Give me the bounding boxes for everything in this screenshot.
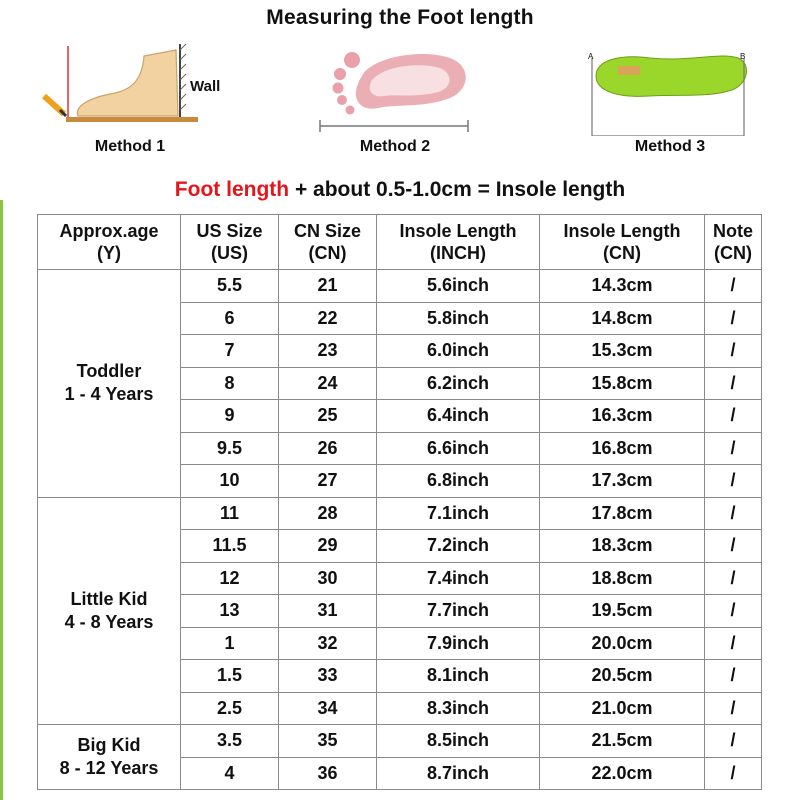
insole-inch-cell: 8.1inch	[377, 660, 540, 693]
note-cell: /	[705, 562, 762, 595]
header-note: Note (CN)	[705, 215, 762, 270]
us-size-cell: 3.5	[181, 725, 279, 758]
insole-cm-cell: 14.8cm	[540, 302, 705, 335]
us-size-cell: 7	[181, 335, 279, 368]
method-1-panel	[30, 36, 230, 164]
table-row	[38, 725, 762, 758]
insole-inch-cell: 7.1inch	[377, 497, 540, 530]
method-1-label: Method 1	[94, 138, 166, 155]
table-row	[38, 497, 762, 530]
insole-cm-cell: 22.0cm	[540, 757, 705, 790]
us-size-cell: 8	[181, 367, 279, 400]
us-size-cell: 10	[181, 465, 279, 498]
insole-inch-cell: 8.7inch	[377, 757, 540, 790]
insole-cm-cell: 16.8cm	[540, 432, 705, 465]
cn-size-cell: 36	[279, 757, 377, 790]
us-size-cell: 1.5	[181, 660, 279, 693]
insole-cm-cell: 15.8cm	[540, 367, 705, 400]
insole-inch-cell: 8.3inch	[377, 692, 540, 725]
insole-cm-cell: 18.8cm	[540, 562, 705, 595]
insole-inch-cell: 6.0inch	[377, 335, 540, 368]
green-edge-strip	[0, 200, 3, 800]
us-size-cell: 9	[181, 400, 279, 433]
us-size-cell: 1	[181, 627, 279, 660]
note-cell: /	[705, 465, 762, 498]
us-size-cell: 6	[181, 302, 279, 335]
note-cell: /	[705, 627, 762, 660]
us-size-cell: 2.5	[181, 692, 279, 725]
insole-inch-cell: 6.8inch	[377, 465, 540, 498]
insole-inch-cell: 5.6inch	[377, 270, 540, 303]
us-size-cell: 11.5	[181, 530, 279, 563]
size-chart-table	[37, 214, 762, 790]
us-size-cell: 13	[181, 595, 279, 628]
note-cell: /	[705, 530, 762, 563]
cn-size-cell: 22	[279, 302, 377, 335]
cn-size-cell: 31	[279, 595, 377, 628]
insole-inch-cell: 6.2inch	[377, 367, 540, 400]
age-group-cell: Little Kid 4 - 8 Years	[38, 497, 181, 725]
insole-cm-cell: 19.5cm	[540, 595, 705, 628]
cn-size-cell: 21	[279, 270, 377, 303]
cn-size-cell: 34	[279, 692, 377, 725]
end-b-label: B	[740, 52, 746, 61]
formula-rest: + about 0.5-1.0cm = Insole length	[289, 178, 626, 201]
insole-inch-cell: 6.6inch	[377, 432, 540, 465]
us-size-cell: 11	[181, 497, 279, 530]
header-cn-size: CN Size (CN)	[279, 215, 377, 270]
header-insole-cm: Insole Length (CN)	[540, 215, 705, 270]
method-2-label: Method 2	[359, 138, 431, 155]
note-cell: /	[705, 660, 762, 693]
insole-inch-cell: 7.9inch	[377, 627, 540, 660]
insole-inch-cell: 7.2inch	[377, 530, 540, 563]
method-3-panel	[580, 36, 760, 164]
insole-cm-cell: 18.3cm	[540, 530, 705, 563]
table-header-row	[38, 215, 762, 270]
insole-cm-cell: 16.3cm	[540, 400, 705, 433]
header-approx-age: Approx.age (Y)	[38, 215, 181, 270]
insole-inch-cell: 7.7inch	[377, 595, 540, 628]
formula-foot-length: Foot length	[174, 178, 290, 201]
insole-cm-cell: 20.5cm	[540, 660, 705, 693]
header-us-size: US Size (US)	[181, 215, 279, 270]
page-title: Measuring the Foot length	[266, 6, 534, 29]
us-size-cell: 9.5	[181, 432, 279, 465]
insole-inch-cell: 7.4inch	[377, 562, 540, 595]
note-cell: /	[705, 335, 762, 368]
insole-inch-cell: 8.5inch	[377, 725, 540, 758]
insole-cm-cell: 17.3cm	[540, 465, 705, 498]
age-group-cell: Big Kid 8 - 12 Years	[38, 725, 181, 790]
cn-size-cell: 35	[279, 725, 377, 758]
cn-size-cell: 24	[279, 367, 377, 400]
insole-measure-illustration	[580, 36, 760, 136]
cn-size-cell: 23	[279, 335, 377, 368]
note-cell: /	[705, 432, 762, 465]
insole-cm-cell: 14.3cm	[540, 270, 705, 303]
note-cell: /	[705, 367, 762, 400]
us-size-cell: 12	[181, 562, 279, 595]
insole-cm-cell: 20.0cm	[540, 627, 705, 660]
insole-formula	[0, 178, 800, 202]
note-cell: /	[705, 497, 762, 530]
cn-size-cell: 30	[279, 562, 377, 595]
insole-cm-cell: 15.3cm	[540, 335, 705, 368]
method-3-label: Method 3	[634, 138, 706, 155]
header-insole-inch: Insole Length (INCH)	[377, 215, 540, 270]
cn-size-cell: 28	[279, 497, 377, 530]
note-cell: /	[705, 302, 762, 335]
note-cell: /	[705, 595, 762, 628]
wall-label: Wall	[190, 78, 221, 95]
note-cell: /	[705, 270, 762, 303]
insole-inch-cell: 6.4inch	[377, 400, 540, 433]
insole-cm-cell: 17.8cm	[540, 497, 705, 530]
cn-size-cell: 29	[279, 530, 377, 563]
insole-cm-cell: 21.5cm	[540, 725, 705, 758]
footprint-illustration	[300, 36, 490, 136]
end-a-label: A	[588, 52, 594, 61]
cn-size-cell: 27	[279, 465, 377, 498]
cn-size-cell: 32	[279, 627, 377, 660]
insole-inch-cell: 5.8inch	[377, 302, 540, 335]
cn-size-cell: 25	[279, 400, 377, 433]
note-cell: /	[705, 725, 762, 758]
note-cell: /	[705, 757, 762, 790]
insole-cm-cell: 21.0cm	[540, 692, 705, 725]
cn-size-cell: 26	[279, 432, 377, 465]
us-size-cell: 4	[181, 757, 279, 790]
us-size-cell: 5.5	[181, 270, 279, 303]
cn-size-cell: 33	[279, 660, 377, 693]
table-row	[38, 270, 762, 303]
note-cell: /	[705, 400, 762, 433]
note-cell: /	[705, 692, 762, 725]
method-2-panel	[300, 36, 490, 164]
age-group-cell: Toddler 1 - 4 Years	[38, 270, 181, 498]
